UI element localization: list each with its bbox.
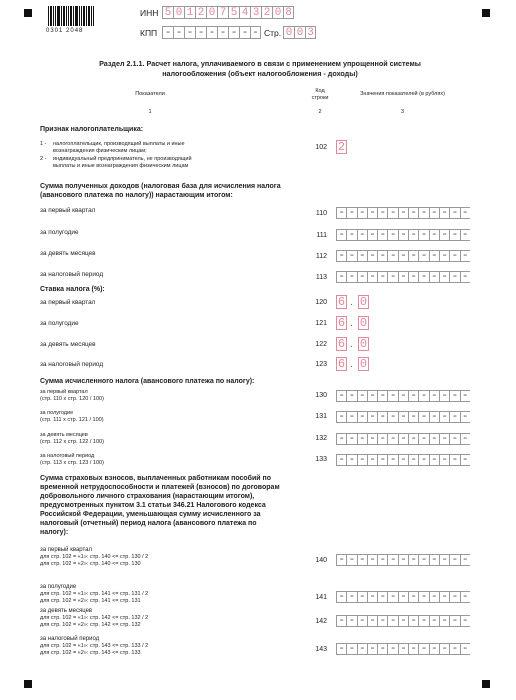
line-code-3-code: 123 [315, 361, 327, 368]
value-digit-cell [418, 271, 428, 283]
value-digit-cell [449, 411, 459, 423]
inn-digit-cell: 7 [217, 6, 228, 19]
page-digit-cell: 3 [305, 26, 316, 39]
value-digit-cell [408, 207, 418, 219]
calculated-row-title: за первый квартал [40, 389, 88, 395]
value-digit-cell [460, 207, 470, 219]
inn-digit-cell: 3 [250, 6, 261, 19]
insurance-heading-line: добровольного личного страхования (нарастающим итогом), [40, 493, 255, 500]
value-digit-cell [377, 229, 387, 241]
calculated-value-field-130[interactable] [336, 390, 470, 402]
corner-marker-bottom-right [482, 680, 490, 688]
kpp-digit-cell [250, 26, 261, 39]
income-row-label: за полугодие [40, 229, 79, 236]
line-code-2-code: 112 [315, 253, 327, 260]
value-digit-cell [418, 390, 428, 402]
value-digit-cell [357, 615, 367, 627]
value-digit-cell [387, 411, 397, 423]
calculated-row-formula: (стр. 112 х стр. 122 / 100) [40, 438, 104, 445]
value-digit-cell [439, 250, 449, 262]
kpp-digit-cell [195, 26, 206, 39]
value-digit-cell [429, 433, 439, 445]
value-digit-cell [346, 615, 356, 627]
value-digit-cell [460, 390, 470, 402]
page-digit-cell: 0 [294, 26, 305, 39]
inn-digit-cell: 1 [184, 6, 195, 19]
value-digit-cell [408, 271, 418, 283]
value-digit-cell [346, 390, 356, 402]
insurance-heading-line: налоговый (отчетный) период налога (авансового платежа по [40, 520, 257, 527]
value-digit-cell [418, 411, 428, 423]
insurance-row-formula-2: для стр. 102 = «2»: стр. 143 <= стр. 133 [40, 649, 141, 656]
value-digit-cell [429, 643, 439, 655]
column-number-3: 3 [400, 109, 405, 115]
value-digit-cell [408, 554, 418, 566]
income-row-label: за налоговый период [40, 271, 104, 278]
taxpayer-option-1: 1 - налогоплательщик, производящий выплаты и иные вознаграждения физическим лицам; [40, 141, 185, 154]
decimal-point: . [350, 339, 353, 350]
kpp-digit-cell [239, 26, 250, 39]
column-header-indicators: Показатели [135, 91, 165, 97]
value-digit-cell [408, 454, 418, 466]
value-digit-cell [408, 250, 418, 262]
value-digit-cell [357, 229, 367, 241]
value-digit-cell [398, 411, 408, 423]
value-digit-cell [439, 433, 449, 445]
barcode [48, 6, 95, 26]
value-digit-cell [460, 411, 470, 423]
corner-marker-bottom-left [24, 680, 32, 688]
insurance-value-field-142[interactable] [336, 615, 470, 627]
taxpayer-heading: Признак налогоплательщика: [40, 126, 144, 133]
value-digit-cell [336, 591, 346, 603]
value-digit-cell [357, 411, 367, 423]
kpp-digit-cell [206, 26, 217, 39]
value-digit-cell [408, 615, 418, 627]
value-digit-cell [408, 229, 418, 241]
value-digit-cell [367, 591, 377, 603]
value-digit-cell [439, 207, 449, 219]
calculated-row-formula: (стр. 111 х стр. 121 / 100) [40, 416, 104, 423]
calculated-value-field-133[interactable] [336, 454, 470, 466]
value-digit-cell [367, 433, 377, 445]
value-digit-cell [418, 433, 428, 445]
insurance-row-title: за полугодие [40, 584, 77, 590]
value-digit-cell [387, 591, 397, 603]
value-digit-cell [387, 433, 397, 445]
value-digit-cell [346, 643, 356, 655]
value-digit-cell [346, 591, 356, 603]
insurance-row-formula-1: для стр. 102 = «1»: стр. 143 <= стр. 133 / 2 [40, 642, 149, 649]
insurance-row-formula-1: для стр. 102 = «1»: стр. 141 <= стр. 131 / 2 [40, 590, 149, 597]
line-code-0-code: 110 [315, 210, 327, 217]
value-digit-cell [418, 643, 428, 655]
value-digit-cell [357, 454, 367, 466]
income-value-field-112[interactable] [336, 250, 470, 262]
value-digit-cell [357, 271, 367, 283]
value-digit-cell [367, 643, 377, 655]
line-code-2-code: 142 [315, 618, 327, 625]
value-digit-cell [449, 454, 459, 466]
inn-label: ИНН [140, 8, 159, 18]
rate-integer-field-123[interactable]: 6 [337, 357, 346, 371]
income-row-label: за девять месяцев [40, 250, 96, 257]
value-digit-cell [398, 271, 408, 283]
line-code-1-code: 141 [315, 594, 327, 601]
inn-digit-cell: 0 [173, 6, 184, 19]
rate-integer-field-122[interactable]: 6 [337, 337, 346, 351]
value-digit-cell [398, 554, 408, 566]
calculated-row-label [40, 410, 104, 424]
inn-digit-cell: 5 [228, 6, 239, 19]
rate-integer-field-121[interactable]: 6 [337, 316, 346, 330]
value-digit-cell [398, 250, 408, 262]
value-digit-cell [429, 411, 439, 423]
value-digit-cell [387, 554, 397, 566]
value-digit-cell [408, 411, 418, 423]
calculated-heading: Сумма исчисленного налога (авансового платежа по налогу): [40, 378, 255, 385]
value-digit-cell [460, 554, 470, 566]
value-digit-cell [367, 390, 377, 402]
value-digit-cell [439, 229, 449, 241]
taxpayer-option-2: 2 - индивидуальный предприниматель, не производящий выплаты и иные вознаграждения физическим лицам [40, 156, 192, 169]
insurance-row-formula-2: для стр. 102 = «2»: стр. 142 <= стр. 132 [40, 621, 141, 628]
line-code-1-code: 121 [315, 320, 327, 327]
value-digit-cell [439, 454, 449, 466]
calculated-row-title: за налоговый период [40, 453, 95, 459]
value-digit-cell [429, 229, 439, 241]
value-digit-cell [429, 615, 439, 627]
column-number-2: 2 [318, 109, 322, 115]
value-digit-cell [387, 643, 397, 655]
value-digit-cell [357, 643, 367, 655]
income-row-label: за первый квартал [40, 207, 96, 214]
insurance-value-field-141[interactable] [336, 591, 470, 603]
value-digit-cell [460, 643, 470, 655]
calculated-row-title: за полугодие [40, 410, 74, 416]
value-digit-cell [460, 591, 470, 603]
value-digit-cell [449, 207, 459, 219]
value-digit-cell [387, 250, 397, 262]
value-digit-cell [460, 271, 470, 283]
insurance-heading-line: предусмотренных пунктом 3.1 статьи 346.21 Налогового кодекса [40, 502, 266, 509]
rate-fraction-field-123[interactable]: 0 [359, 357, 368, 371]
calculated-row-formula: (стр. 113 х стр. 123 / 100) [40, 459, 104, 466]
value-digit-cell [449, 229, 459, 241]
insurance-row-formula-2: для стр. 102 = «2»: стр. 140 <= стр. 130 [40, 560, 141, 567]
insurance-row-title: за налоговый период [40, 636, 100, 642]
value-digit-cell [429, 591, 439, 603]
decimal-point: . [350, 297, 353, 308]
value-digit-cell [346, 454, 356, 466]
value-digit-cell [367, 207, 377, 219]
page-label: Стр. [264, 28, 282, 38]
value-digit-cell [387, 390, 397, 402]
value-digit-cell [336, 433, 346, 445]
kpp-digit-cell [217, 26, 228, 39]
insurance-heading-line: налогу): [40, 529, 69, 536]
value-digit-cell [367, 250, 377, 262]
kpp-field[interactable] [162, 26, 261, 39]
value-digit-cell [460, 615, 470, 627]
value-digit-cell [377, 454, 387, 466]
value-digit-cell [367, 454, 377, 466]
inn-digit-cell: 8 [283, 6, 294, 19]
value-digit-cell [398, 454, 408, 466]
value-digit-cell [449, 271, 459, 283]
rate-row-label: за первый квартал [40, 299, 96, 306]
value-digit-cell [387, 615, 397, 627]
value-digit-cell [336, 411, 346, 423]
value-digit-cell [429, 390, 439, 402]
value-digit-cell [449, 390, 459, 402]
value-digit-cell [336, 207, 346, 219]
value-digit-cell [398, 207, 408, 219]
insurance-row-title: за девять месяцев [40, 608, 93, 614]
value-digit-cell [398, 390, 408, 402]
rate-row-label: за девять месяцев [40, 341, 96, 348]
decimal-point: . [350, 318, 353, 329]
rate-fraction-field-121[interactable]: 0 [359, 316, 368, 330]
value-digit-cell [357, 207, 367, 219]
calculated-value-field-132[interactable] [336, 433, 470, 445]
line-code-3-code: 113 [315, 274, 327, 281]
decimal-point: . [350, 359, 353, 370]
value-digit-cell [408, 643, 418, 655]
value-digit-cell [377, 643, 387, 655]
value-digit-cell [439, 615, 449, 627]
rate-fraction-field-120[interactable]: 0 [359, 295, 368, 309]
calculated-row-label [40, 389, 104, 403]
value-digit-cell [367, 411, 377, 423]
insurance-row-label [40, 636, 148, 656]
line-code-1-code: 111 [316, 232, 327, 239]
insurance-row-label [40, 547, 148, 567]
value-digit-cell [408, 591, 418, 603]
inn-digit-cell: 0 [206, 6, 217, 19]
value-digit-cell [418, 454, 428, 466]
kpp-digit-cell [184, 26, 195, 39]
line-code-2-code: 132 [315, 435, 327, 442]
insurance-heading [40, 474, 340, 537]
value-digit-cell [377, 411, 387, 423]
value-digit-cell [398, 433, 408, 445]
insurance-row-formula-2: для стр. 102 = «2»: стр. 141 <= стр. 131 [40, 597, 141, 604]
value-digit-cell [357, 591, 367, 603]
corner-marker-top-left [24, 9, 32, 17]
value-digit-cell [367, 229, 377, 241]
value-digit-cell [387, 229, 397, 241]
kpp-digit-cell [228, 26, 239, 39]
value-digit-cell [346, 229, 356, 241]
line-code-102: 102 [315, 144, 327, 151]
income-value-field-111[interactable] [336, 229, 470, 241]
rate-row-label: за налоговый период [40, 361, 104, 368]
insurance-row-label [40, 584, 148, 604]
value-digit-cell [336, 390, 346, 402]
rate-heading: Ставка налога (%): [40, 286, 105, 293]
rate-row-label: за полугодие [40, 320, 79, 327]
calculated-value-field-131[interactable] [336, 411, 470, 423]
corner-marker-top-right [482, 9, 490, 17]
value-digit-cell [357, 390, 367, 402]
value-digit-cell [449, 554, 459, 566]
value-digit-cell [346, 411, 356, 423]
value-digit-cell [346, 271, 356, 283]
value-digit-cell [460, 229, 470, 241]
value-digit-cell [408, 390, 418, 402]
value-digit-cell [439, 390, 449, 402]
value-digit-cell [449, 615, 459, 627]
inn-digit-cell: 0 [272, 6, 283, 19]
value-digit-cell [418, 591, 428, 603]
value-digit-cell [439, 411, 449, 423]
value-digit-cell [418, 615, 428, 627]
inn-digit-cell: 2 [261, 6, 272, 19]
line-code-2-code: 122 [315, 341, 327, 348]
insurance-value-field-140[interactable] [336, 554, 470, 566]
value-digit-cell [377, 250, 387, 262]
value-digit-cell [398, 615, 408, 627]
value-digit-cell [418, 229, 428, 241]
line-code-0-code: 120 [315, 299, 327, 306]
value-digit-cell [429, 250, 439, 262]
column-number-1: 1 [148, 109, 152, 115]
value-digit-cell [377, 207, 387, 219]
value-digit-cell [418, 554, 428, 566]
income-heading: Сумма полученных доходов (налоговая база для исчисления налога (авансового платежа по налогу)) нарастающим итогом: [40, 183, 281, 199]
value-digit-cell [439, 554, 449, 566]
value-digit-cell [346, 250, 356, 262]
insurance-value-field-143[interactable] [336, 643, 470, 655]
value-digit-cell [336, 271, 346, 283]
value-digit-cell [398, 591, 408, 603]
value-digit-cell [377, 615, 387, 627]
inn-field[interactable] [162, 6, 294, 19]
value-digit-cell [398, 643, 408, 655]
line-code-3-code: 133 [315, 456, 327, 463]
value-digit-cell [460, 250, 470, 262]
value-digit-cell [429, 454, 439, 466]
section-title: Раздел 2.1.1. Расчет налога, уплачиваемого в связи с применением упрощенной системы налогообложения (объект налогообложения - доходы) [99, 59, 421, 78]
calculated-row-formula: (стр. 110 х стр. 120 / 100) [40, 395, 104, 402]
value-digit-cell [346, 433, 356, 445]
value-digit-cell [418, 207, 428, 219]
value-digit-cell [336, 615, 346, 627]
value-digit-cell [460, 454, 470, 466]
insurance-row-formula-1: для стр. 102 = «1»: стр. 140 <= стр. 130 / 2 [40, 553, 149, 560]
insurance-heading-line: Сумма страховых взносов, выплаченных работникам пособий по [40, 475, 272, 482]
value-digit-cell [336, 454, 346, 466]
insurance-row-title: за первый квартал [40, 547, 93, 553]
value-digit-cell [357, 250, 367, 262]
column-header-values: Значения показателей (в рублях) [360, 91, 445, 97]
barcode-number: 0301 2048 [46, 28, 84, 34]
value-digit-cell [387, 207, 397, 219]
value-digit-cell [346, 207, 356, 219]
calculated-row-title: за девять месяцев [40, 432, 88, 438]
value-digit-cell [336, 229, 346, 241]
line-code-3-code: 143 [315, 646, 327, 653]
value-digit-cell [357, 554, 367, 566]
value-digit-cell [429, 271, 439, 283]
value-digit-cell [377, 433, 387, 445]
value-digit-cell [387, 271, 397, 283]
line-code-0-code: 130 [315, 392, 327, 399]
kpp-digit-cell [162, 26, 173, 39]
insurance-heading-line: временной нетрудоспособности и платежей (взносов) по договорам [40, 484, 280, 491]
value-digit-cell [367, 271, 377, 283]
value-digit-cell [377, 390, 387, 402]
rate-integer-field-120[interactable]: 6 [337, 295, 346, 309]
line-code-1-code: 131 [315, 413, 327, 420]
value-digit-cell [367, 554, 377, 566]
calculated-row-label [40, 453, 104, 467]
value-digit-cell [387, 454, 397, 466]
value-digit-cell [460, 433, 470, 445]
value-digit-cell [336, 250, 346, 262]
value-digit-cell [429, 554, 439, 566]
kpp-label: КПП [140, 28, 158, 38]
insurance-row-label [40, 608, 148, 628]
value-digit-cell [449, 433, 459, 445]
rate-fraction-field-122[interactable]: 0 [359, 337, 368, 351]
inn-digit-cell: 2 [195, 6, 206, 19]
value-digit-cell [357, 433, 367, 445]
value-digit-cell [367, 615, 377, 627]
page-digit-cell: 0 [283, 26, 294, 39]
kpp-digit-cell [173, 26, 184, 39]
value-digit-cell [377, 271, 387, 283]
value-digit-cell [408, 433, 418, 445]
column-header-code: Код строки [311, 88, 329, 101]
insurance-row-formula-1: для стр. 102 = «1»: стр. 142 <= стр. 132 / 2 [40, 614, 149, 621]
income-value-field-110[interactable] [336, 207, 470, 219]
calculated-row-label [40, 432, 104, 446]
value-digit-cell [439, 643, 449, 655]
income-value-field-113[interactable] [336, 271, 470, 283]
insurance-heading-line: Российской Федерации, уменьшающая сумму исчисленного за [40, 511, 261, 518]
value-digit-cell [398, 229, 408, 241]
value-digit-cell [439, 271, 449, 283]
value-digit-cell [377, 591, 387, 603]
value-digit-cell [418, 250, 428, 262]
value-digit-cell [439, 591, 449, 603]
taxpayer-sign-field[interactable]: 2 [337, 140, 346, 154]
value-digit-cell [449, 250, 459, 262]
value-digit-cell [336, 643, 346, 655]
inn-digit-cell: 5 [162, 6, 173, 19]
line-code-0-code: 140 [315, 557, 327, 564]
value-digit-cell [377, 554, 387, 566]
value-digit-cell [449, 643, 459, 655]
value-digit-cell [336, 554, 346, 566]
value-digit-cell [449, 591, 459, 603]
value-digit-cell [429, 207, 439, 219]
page-number-field[interactable] [283, 26, 316, 39]
inn-digit-cell: 4 [239, 6, 250, 19]
value-digit-cell [346, 554, 356, 566]
